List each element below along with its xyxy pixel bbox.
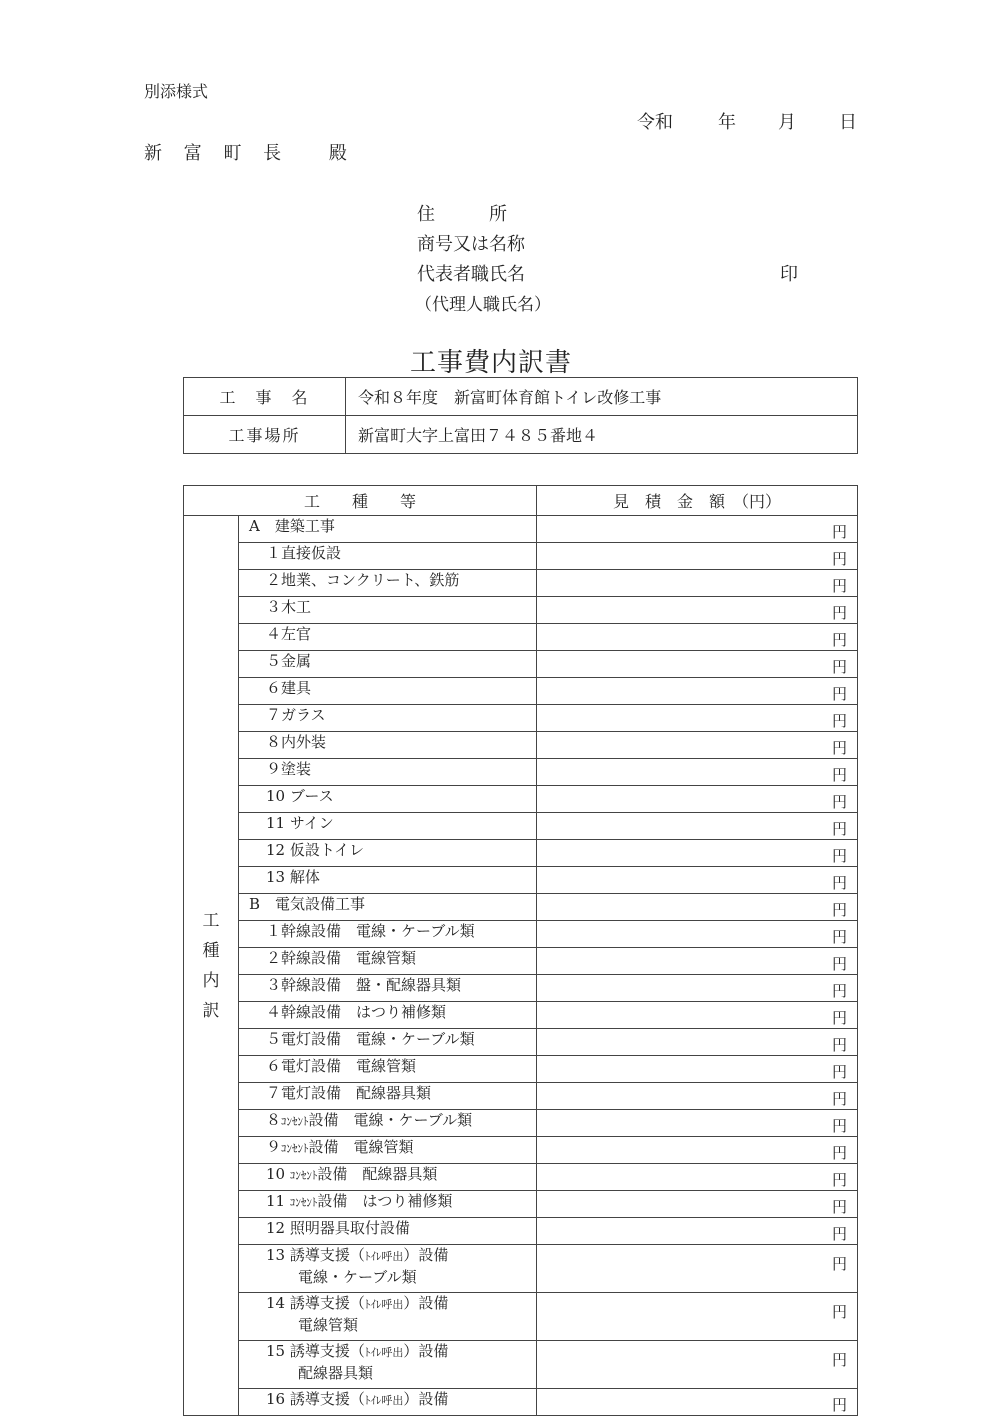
item-text: 11 サイン: [266, 814, 334, 832]
item-abbrev: ｺﾝｾﾝﾄ: [281, 1115, 309, 1128]
item-label: [239, 867, 537, 894]
item-abbrev: ｺﾝｾﾝﾄ: [281, 1142, 309, 1155]
item-line: [266, 679, 311, 697]
item-prefix: ８: [266, 1111, 282, 1129]
yen-unit: 円: [831, 712, 847, 730]
item-label: [239, 1164, 537, 1191]
item-prefix: 14 誘導支援（: [266, 1294, 365, 1312]
item-subline: 電線・ケーブル類: [298, 1268, 417, 1286]
side-label-char: 内: [202, 970, 220, 991]
amount-cell[interactable]: [537, 1029, 858, 1056]
item-text: ２地業、コンクリート、鉄筋: [266, 571, 460, 589]
item-abbrev: ｺﾝｾﾝﾄ: [289, 1169, 318, 1182]
item-text: ３幹線設備 盤・配線器具類: [266, 976, 462, 994]
item-prefix: 13 誘導支援（: [266, 1246, 365, 1264]
item-label: [239, 1218, 537, 1245]
table-row: [184, 516, 858, 543]
yen-unit: 円: [831, 1117, 847, 1135]
yen-unit: 円: [831, 604, 847, 622]
amount-cell[interactable]: [537, 1056, 858, 1083]
amount-cell[interactable]: [537, 1245, 858, 1293]
amount-cell[interactable]: [537, 975, 858, 1002]
table-row: [184, 1245, 858, 1293]
date-era: 令和: [637, 112, 673, 133]
category-label: [239, 516, 537, 543]
item-line: [266, 625, 311, 643]
item-text: A 建築工事: [249, 517, 335, 535]
yen-unit: 円: [831, 631, 847, 649]
yen-unit: 円: [831, 1144, 847, 1162]
item-line: [266, 922, 475, 940]
yen-unit: 円: [831, 847, 847, 865]
yen-unit: 円: [831, 523, 847, 541]
yen-unit: 円: [831, 1009, 847, 1027]
item-prefix: 11: [266, 1192, 290, 1210]
item-line: [266, 1003, 446, 1021]
item-label: [239, 786, 537, 813]
item-label: [239, 840, 537, 867]
item-line: [266, 1111, 472, 1129]
item-line: [266, 1219, 410, 1237]
item-line: [266, 976, 461, 994]
amount-cell[interactable]: [537, 1341, 858, 1389]
item-text: 設備 電線管類: [308, 1138, 414, 1156]
item-text: 設備 配線器具類: [317, 1165, 438, 1183]
yen-unit: 円: [831, 1303, 847, 1321]
item-label: [239, 543, 537, 570]
table-row: [184, 732, 858, 759]
table-row: [184, 1056, 858, 1083]
table-row: [184, 1029, 858, 1056]
amount-cell[interactable]: [537, 1083, 858, 1110]
item-label: [239, 1137, 537, 1164]
amount-cell[interactable]: [537, 1191, 858, 1218]
table-row: [184, 570, 858, 597]
table-row: [184, 597, 858, 624]
document-title: 工事費内訳書: [410, 348, 573, 378]
amount-cell[interactable]: [537, 1164, 858, 1191]
item-text: １直接仮設: [266, 544, 342, 562]
amount-cell[interactable]: [537, 840, 858, 867]
representative-label: 代表者職氏名: [417, 264, 525, 285]
item-label: [239, 1110, 537, 1137]
item-label: [239, 705, 537, 732]
item-text: 12 仮設トイレ: [266, 841, 365, 859]
yen-unit: 円: [831, 1255, 847, 1273]
item-text: ９塗装: [266, 760, 312, 778]
item-line: [266, 544, 341, 562]
item-text: ７電灯設備 配線器具類: [266, 1084, 432, 1102]
item-line: [266, 868, 320, 886]
item-label: [239, 597, 537, 624]
item-line: [266, 733, 326, 751]
item-label: [239, 624, 537, 651]
attachment-label: 別添様式: [144, 82, 209, 101]
table-row: [184, 1218, 858, 1245]
item-abbrev: ﾄｲﾚ呼出: [364, 1250, 404, 1263]
table-row: [184, 1293, 858, 1341]
yen-unit: 円: [831, 820, 847, 838]
item-label: [239, 732, 537, 759]
amount-cell[interactable]: [537, 1002, 858, 1029]
table-row: [184, 786, 858, 813]
yen-unit: 円: [831, 1198, 847, 1216]
amount-cell[interactable]: [537, 516, 858, 543]
amount-header: 見 積 金 額 （円）: [537, 486, 858, 516]
yen-unit: 円: [831, 577, 847, 595]
work-breakdown-side-label: [184, 516, 239, 1416]
cost-breakdown-table: [183, 485, 858, 1416]
seal-mark: 印: [780, 264, 798, 285]
item-line: [266, 706, 326, 724]
item-text: １幹線設備 電線・ケーブル類: [266, 922, 475, 940]
project-place-label: 工事場所: [184, 416, 346, 454]
amount-cell[interactable]: [537, 948, 858, 975]
item-text: 設備 電線・ケーブル類: [308, 1111, 473, 1129]
company-name-label: 商号又は名称: [417, 234, 525, 255]
item-prefix: 10: [266, 1165, 290, 1183]
item-label: [239, 1245, 537, 1293]
item-line: [266, 1030, 475, 1048]
table-row: [184, 921, 858, 948]
item-line: [266, 1084, 431, 1102]
amount-cell[interactable]: [537, 570, 858, 597]
table-row: [184, 975, 858, 1002]
item-text: ）設備: [403, 1294, 449, 1312]
yen-unit: 円: [831, 685, 847, 703]
item-line: [266, 1057, 416, 1075]
side-label-char: 工: [202, 910, 220, 931]
yen-unit: 円: [831, 550, 847, 568]
item-line: [266, 787, 334, 805]
amount-cell[interactable]: [537, 894, 858, 921]
item-label: [239, 1191, 537, 1218]
table-row: [184, 840, 858, 867]
item-abbrev: ﾄｲﾚ呼出: [364, 1298, 404, 1311]
item-text: ６電灯設備 電線管類: [266, 1057, 417, 1075]
item-label: [239, 651, 537, 678]
item-text: ）設備: [403, 1390, 449, 1408]
table-row: [184, 1002, 858, 1029]
table-row: [184, 1110, 858, 1137]
item-line: [249, 517, 335, 535]
item-label: [239, 1029, 537, 1056]
table-row: [184, 651, 858, 678]
address-label: 住 所: [417, 204, 507, 225]
amount-cell[interactable]: [537, 732, 858, 759]
item-text: 設備 はつり補修類: [317, 1192, 453, 1210]
item-label: [239, 813, 537, 840]
table-row: [184, 705, 858, 732]
agent-label: （代理人職氏名）: [415, 295, 551, 315]
date-day: 日: [839, 112, 857, 133]
amount-cell[interactable]: [537, 1110, 858, 1137]
table-row: [184, 867, 858, 894]
item-line: [266, 1192, 452, 1210]
item-text: 13 解体: [266, 868, 320, 886]
side-label-char: 種: [202, 940, 220, 961]
date-year: 年: [718, 112, 736, 133]
category-label: [239, 894, 537, 921]
item-label: [239, 1056, 537, 1083]
item-abbrev: ﾄｲﾚ呼出: [364, 1394, 404, 1407]
item-label: [239, 948, 537, 975]
item-text: ２幹線設備 電線管類: [266, 949, 417, 967]
item-line: [266, 1138, 414, 1156]
item-text: ８内外装: [266, 733, 327, 751]
yen-unit: 円: [831, 1225, 847, 1243]
item-text: ６建具: [266, 679, 312, 697]
date-month: 月: [778, 112, 796, 133]
item-text: ３木工: [266, 598, 312, 616]
amount-cell[interactable]: [537, 1137, 858, 1164]
amount-cell[interactable]: [537, 678, 858, 705]
item-prefix: 15 誘導支援（: [266, 1342, 365, 1360]
item-label: [239, 1083, 537, 1110]
item-line: [266, 652, 311, 670]
amount-cell[interactable]: [537, 921, 858, 948]
item-text: ）設備: [403, 1246, 449, 1264]
table-row: [184, 543, 858, 570]
yen-unit: 円: [831, 982, 847, 1000]
amount-cell[interactable]: [537, 543, 858, 570]
item-label: [239, 1293, 537, 1341]
item-label: [239, 759, 537, 786]
amount-cell[interactable]: [537, 813, 858, 840]
item-prefix: 16 誘導支援（: [266, 1390, 365, 1408]
item-text: ５電灯設備 電線・ケーブル類: [266, 1030, 475, 1048]
amount-cell[interactable]: [537, 1218, 858, 1245]
work-type-header: 工 種 等: [184, 486, 537, 516]
amount-cell[interactable]: [537, 651, 858, 678]
yen-unit: 円: [831, 1063, 847, 1081]
item-subline: 電線管類: [298, 1316, 359, 1334]
yen-unit: 円: [831, 1090, 847, 1108]
item-text: 12 照明器具取付設備: [266, 1219, 410, 1237]
yen-unit: 円: [831, 1036, 847, 1054]
item-label: [239, 1341, 537, 1389]
yen-unit: 円: [831, 793, 847, 811]
item-label: [239, 921, 537, 948]
item-subline: 配線器具類: [298, 1364, 374, 1382]
item-label: [239, 1002, 537, 1029]
project-place-value: 新富町大字上富田７４８５番地４: [346, 416, 858, 454]
amount-cell[interactable]: [537, 597, 858, 624]
project-name-value: 令和８年度 新富町体育館トイレ改修工事: [346, 378, 858, 416]
table-row: [184, 813, 858, 840]
table-row: [184, 624, 858, 651]
item-label: [239, 1389, 537, 1416]
yen-unit: 円: [831, 1351, 847, 1369]
table-row: [184, 1137, 858, 1164]
item-line: [266, 598, 311, 616]
table-row: [184, 1191, 858, 1218]
addressee: 新 富 町 長 殿: [144, 143, 355, 164]
yen-unit: 円: [831, 1171, 847, 1189]
yen-unit: 円: [831, 658, 847, 676]
item-prefix: ９: [266, 1138, 282, 1156]
yen-unit: 円: [831, 766, 847, 784]
item-label: [239, 678, 537, 705]
table-row: [184, 678, 858, 705]
project-info-table: [183, 377, 858, 454]
amount-cell[interactable]: [537, 624, 858, 651]
yen-unit: 円: [831, 955, 847, 973]
amount-cell[interactable]: [537, 1293, 858, 1341]
yen-unit: 円: [831, 928, 847, 946]
side-label-char: 訳: [202, 1000, 220, 1021]
item-text: ７ガラス: [266, 706, 326, 724]
item-line: [266, 814, 334, 832]
project-name-row: [184, 378, 858, 416]
amount-cell[interactable]: [537, 786, 858, 813]
project-place-row: [184, 416, 858, 454]
yen-unit: 円: [831, 739, 847, 757]
table-row: [184, 759, 858, 786]
item-text: B 電気設備工事: [249, 895, 366, 913]
yen-unit: 円: [831, 1396, 847, 1414]
table-row: [184, 948, 858, 975]
item-text: ４左官: [266, 625, 312, 643]
item-line: [249, 895, 365, 913]
item-text: 10 ブース: [266, 787, 334, 805]
table-header-row: [184, 486, 858, 516]
item-label: [239, 570, 537, 597]
project-name-label: 工 事 名: [184, 378, 346, 416]
item-line: [266, 1294, 448, 1312]
item-text: ５金属: [266, 652, 312, 670]
item-abbrev: ﾄｲﾚ呼出: [364, 1346, 404, 1359]
item-text: ）設備: [403, 1342, 449, 1360]
amount-cell[interactable]: [537, 1389, 858, 1416]
amount-cell[interactable]: [537, 705, 858, 732]
yen-unit: 円: [831, 901, 847, 919]
item-abbrev: ｺﾝｾﾝﾄ: [289, 1196, 318, 1209]
amount-cell[interactable]: [537, 867, 858, 894]
item-line: [266, 1342, 448, 1360]
table-row: [184, 1341, 858, 1389]
item-line: [266, 1165, 437, 1183]
yen-unit: 円: [831, 874, 847, 892]
item-line: [266, 760, 311, 778]
table-row: [184, 1164, 858, 1191]
item-line: [266, 949, 416, 967]
amount-cell[interactable]: [537, 759, 858, 786]
item-line: [266, 1246, 448, 1264]
item-line: [266, 1390, 448, 1408]
item-line: [266, 571, 459, 589]
item-line: [266, 841, 364, 859]
item-text: ４幹線設備 はつり補修類: [266, 1003, 447, 1021]
table-row: [184, 1389, 858, 1416]
table-row: [184, 894, 858, 921]
item-label: [239, 975, 537, 1002]
table-row: [184, 1083, 858, 1110]
